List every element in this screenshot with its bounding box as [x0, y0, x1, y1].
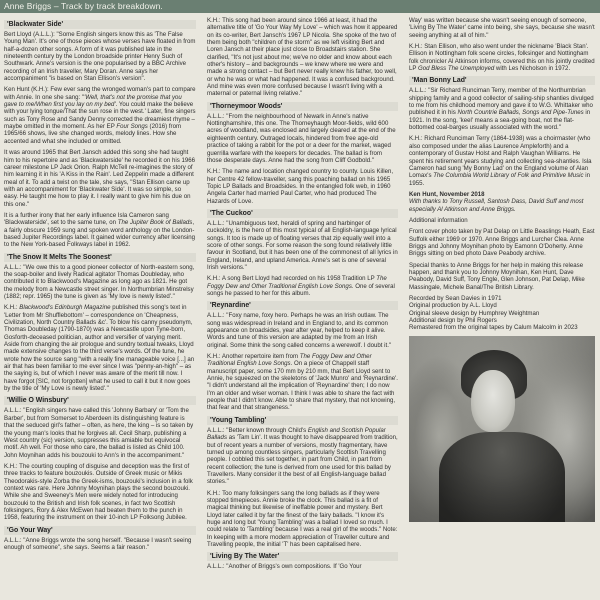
section-title: 'Go Your Way' [4, 526, 196, 535]
text: A.L.L.: "Better known through Child's [207, 426, 308, 434]
credits-list: Recorded by Sean Davies in 1971 Original production by A.L. Lloyd Original sleeve design by Humphrey Weightman Additional design by Phil Rogers Remastered from the original tapes by Calum Malcolm in 2023 [409, 295, 578, 332]
section-title: 'Young Tambling' [207, 416, 398, 425]
paragraph: K.H.: This song had been around since 1966 at least, it had the alternative title of 'Go Your Way My Love' – which was how it appeared on its co-writer, Bert Jansch's 1967 LP Nicola. She spoke of the two of them being both "children of the storm" as we left visiting Bert and Loren Jansch at their place just close to Broadstairs station. She clarified, "It's not just about me; we've no older and know about each other's history – and backgrounds – we knew where we were and made a strong contact – but Bert never really knew his father, too well, or who he was or what had happened. It was a confused background. And mine was even more confused because I wasn't living with a maternal or paternal living relative." [207, 17, 398, 98]
paragraph: A.L.L.: "Another of Briggs's own compositions. If 'Go Your [207, 563, 362, 571]
paragraph: Bert Lloyd (A.L.L.): "Some English singers know this as 'The False Young Man'. It's one of those pieces whose verses have floated in from half-a-dozen other songs. A form of it was published late in the nineteenth century by the London broadside printer Henry Such of Southwark. Anne's version is the one popularised by a BBC Archive recording of an Irish traveller, Mary Doran. Anne says her accompaniment "is based on Stan Ellison's version". [4, 31, 196, 83]
paragraph: A.L.L.: "Anne Briggs wrote the song herself. "Because I wasn't seeing enough of someone", she says. Seems a fair reason." [4, 536, 192, 551]
album-title: God Bless The Unemployed [418, 65, 495, 73]
text: Ken Hunt (K.H.): Few ever sang the wronged woman's part to compare with Annie. In one she sang: " [4, 86, 196, 101]
paragraph [409, 43, 595, 72]
column-3 [409, 17, 595, 597]
paragraph: Special thanks to Anne Briggs for her help in making this release happen, and thank you to Johnny Moynihan, Ken Hunt, Dave Peabody, David Suff, Tony Engle, Glen Johnson, Pat Delap, Mike Massingale, Michele Banal/The British Library. [409, 261, 585, 291]
paragraph: Way' was written because she wasn't seeing enough of someone, 'Living By The Water' came into being, she says, because she wasn't seeing anything at all of him." [409, 17, 595, 39]
album-title: The Jupiter Book of Ballads [117, 219, 193, 227]
paragraph: A.L.L.: "English singers have called this 'Johnny Barbary' or 'Tom the Barber', but from Somerset to Aberdeen its distinguishing feature is that the seduced girl's father – often, as here, the king – is so taken by the young man's looks that he forgives all. Cecil Sharp, publishing a West country (sic) version, suppresses this amiable but equivocal motif. Ah well. For those who care, the ballad is listed as Child 100. John Moynihan adds his bouzouki to Ann's in the accompaniment." [4, 407, 194, 459]
ep-title: Four Songs [116, 123, 148, 131]
paragraph: A.L.L.: "Foxy name, foxy hero. Perhaps he was an Irish outlaw. The song was widespread in Ireland and in England to, and its common appearance on broadsides, year after year, helped to keep it alive. Words and tune of this version are adapted by me from an Irish original. Some think the song called concerns a werewolf. I doubt it." [207, 312, 392, 349]
section-title: 'Living By The Water' [207, 552, 398, 561]
header-bar [0, 0, 600, 13]
magazine-title: Blackwood's Edinburgh Magazine [19, 304, 111, 312]
text: published this song's text in 'Letter from Mr Shufflebottom' – correspondence on 'Cheapness, Civilization, North Country Ballads &c'. To blow his canny pseudonym, Thomas Doubleday (1790-1870) was a Newcastle upon Tyne-born, Gosforth-deceased politician, author and versifier of varying merit. Aside from changing the air prologue and sundry textual tweaks, Lloyd made extensive changes to the third verse's words. Of the tune, he wrote how the source sang "with a really fine manageable voice [...] an air that has been familiar to me ever since I was "penny-an-high" – as the saying is, but of which I never was aware of the merit till now. I have forgot [SIC, not forgotten] what he used to call it but it now goes by the title of 'My Love is newly listed'." [4, 304, 195, 393]
book-title: North Countrie Ballads, Songs and Pipe-Tunes [457, 109, 584, 117]
text: . On a piece of Chappell staff manuscript paper, some 170 mm by 210 mm, that Bert Lloyd sent to Annie, he squeezed on the skeletons of 'Jack Munro' and 'Reynardine'. "I didn't understand all the implication of 'Reynardine' then; I do now I'm an older and wiser woman. I think I was able to share the fact with people that I didn't know. Able to share that mystery, that not knowing, that fear and that strangeness." [207, 360, 398, 412]
text: in 1921. In the song, 'keel' means a sea-going boat, not the flat-bottomed coal-barges usually associated with the word." [409, 109, 591, 132]
paragraph: A.L.L.: "From the neighbourhood of Newark in Anne's native Nottinghamshire, this one. The Thorneyhaugh Moor-fields, wild 600 acres of woodland, was enclosed and largely cleared at the end of the eighteenth century. Outraged locals, hindered from free age-old practice of taking a rabbit for the pot or a deer for the market, waged guerrilla warfare with the keepers for decades. The ballad is from those desperate days. Anne had the song from Cliff Godbold." [207, 112, 396, 164]
paragraph: It was around 1965 that Bert Jansch added this song she had taught him to his repertoire and as 'Blackwaterside' he recorded it on his 1966 career milestone LP Jack Orion. Ralph McTell re-imagines the story of him learning it in his 'A Kiss in the Rain'. Led Zeppelin made a different meal of it. To add a twist on the tale, she says, "Stan Ellison came up with an accompaniment for 'Blackwater Side'. It was so simple, so easy. He taught me how to play it. I really want to give him his due on this one." [4, 149, 195, 208]
section-title: 'Man Bonny Lad' [409, 76, 595, 85]
quote-text: 'Well, that's not the promise that you gave to me/When first you lay on my bed' [4, 93, 182, 109]
section-title: 'Blackwater Side' [4, 20, 196, 29]
section-title: 'The Snow It Melts The Soonest' [4, 253, 196, 262]
column-2 [207, 17, 398, 597]
text: . One of several songs he passed to her for this album. [207, 282, 395, 297]
paragraph [4, 304, 196, 392]
album-title: The Columbia World Library of Folk and Primitive Music [433, 172, 584, 180]
text: , a fairly obscure 1959 sung and spoken word anthology on the London-based Jupiter Recordings label. It gained wider currency after licensing to the New York-based Folkways label in 1962. [4, 219, 196, 249]
paragraph: A.L.L.: "We owe this to a good pioneer collector of North-eastern song, the soap-boiler and lively Radical agitator Thomas Doubleday, who contributed it to Blackwood's Magazine as long ago as 1821. He got the melody from a Newcastle street singer. In Northumbrian Minstrelsy (1882; repr. 1965) the tune is given as 'My love is newly listed'." [4, 263, 195, 300]
paragraph [4, 86, 196, 145]
text: It is a further irony that her early influence Isla Cameron sang 'Blackwaterside', set to the same tune, on [4, 211, 169, 227]
paragraph: Front cover photo taken by Pat Delap on Little Beaslings Heath, East Suffolk either 1969 or 1970. Anne Briggs and Lurcher Clea. Anne Briggs and Johnny Moynihan photo by Eamonn O'Doherty. Anne Briggs sitting on bed photo Dave Peabody archive. [409, 228, 595, 258]
text: K.H.: Another repertoire item from [207, 353, 300, 361]
section-title: 'The Cuckoo' [207, 209, 398, 218]
additional-info-heading: Additional information [409, 216, 468, 224]
column-1 [4, 17, 196, 597]
text: . You could make the believe with your lying tongue/That the sun rose in the west.' Later, fine singers such as Tony Rose and Sandy Denny corrected the dreamiest rhyme – maybe omitted in the moment. As her EP [4, 101, 196, 131]
text: as 'Tam Lin'. It was thought to have disappeared from tradition, but of recent years a number of versions, mostly fragmentary, have turned up among countless singers, particularly Scottish Travelling people. I cobbled this set together, in part from Child, in part from recent collection; the tune is derived from one used for this ballad by Travellers. Many consider it the best of all English-language ballad stories." [207, 434, 398, 486]
paragraph [207, 275, 398, 297]
paragraph: A.L.L.: "Unambiguous text, heraldi of spring and harbinger of cuckoldry, is the hero of this most typical of all English-language lyrical songs. It too is made up of floating verses that zip equally well into a score of other songs. For some reason the song found relatively little favour in Scotland, but it has been one of the commonest of all lyrics in England, Ireland, and upland America. Anne's set is one of several Irish versions." [207, 219, 398, 271]
section-title: 'Willie O Winsbury' [4, 396, 196, 405]
text: (2016) from 1965/66 shows, live she changed words, melody lines. How she accented and what she included or omitted. [4, 123, 182, 145]
text: A.L.L.: "Sir Richard Runciman Terry, member of the Northumbrian shipping family and a good collector of sailing-ship shanties divulged to me from his childhood memory and gave it to W.G. Whittaker who published it in his [409, 87, 594, 117]
text: K.H.: Stan Ellison, who also went under the nickname 'Black Stan'. Ellison in Nottingham folk scene circles, folksinger and Nottingham folk chronicler Al Atkinson informs, covered this on his jointly credited LP [409, 43, 595, 73]
paragraph [409, 87, 595, 131]
text: with Les Nicholson in 1972. [494, 65, 571, 73]
paragraph [207, 427, 398, 486]
paragraph: K.H.: The name and location changed country to county. Louis Killen, her Centre 42 fellow-traveller, sang this poaching ballad on his 1965 Topic LP Ballads and Broadsides. In the entangled folk web, in 1960 Angela Carter had married Paul Carter, who had produced The Hazards of Love. [207, 168, 394, 205]
page-title: Anne Briggs – Track by track breakdown. [4, 1, 163, 11]
thanks-note: With thanks to Tony Russell, Santosh Dass, David Suff and most especially Al Atkinson and Anne Briggs. [409, 198, 584, 213]
section-title: 'Reynardine' [207, 301, 398, 310]
album-title: The Foggy Dew and Other Traditional English Love Songs [207, 353, 372, 368]
paragraph [4, 212, 196, 249]
paragraph: K.H.: The courting coupling of disguise and deception was the first of three tracks to feature bouzoukis. Outside of Greek music or Mikis Theodorakis-style Zorba the Greek-isms, bouzouki's inclusion in a folk context was rare. Here Johnny Moynihan plays the second bouzouki. While she and Sweeney's Men were widely noted for introducing bouzouki to the British and Irish folk scenes, in fact two Scottish folksingers, Rory & Alex McEwen had beaten them to the punch in 1958, featuring the instrument on their 10-inch LP Folksong Jubilee. [4, 462, 193, 522]
paragraph [207, 353, 398, 412]
text: K.H.: [4, 304, 20, 312]
text: in 1955. [409, 172, 590, 187]
text: K.H.: A song Bert Lloyd had recorded on his 1958 Tradition LP [207, 275, 377, 283]
album-title: The Foggy Dew and Other Traditional English Love Songs [207, 275, 387, 290]
photo-vignette [409, 336, 595, 522]
text: K.H.: Richard Runciman Terry (1864-1938) was a choirmaster (who also composed under the alias Laurence Ampleforth) and a contemporary of Gustav Holst and Ralph Vaughan Williams. He spent his retirement years studying and collecting sea-shanties. Isla Cameron had sung 'My Bonny Lad' on the England volume of Alan Lomax's [409, 135, 592, 180]
anne-briggs-photo [409, 336, 595, 522]
paragraph [409, 135, 595, 186]
author-signature: Ken Hunt, November 2018 [409, 190, 485, 198]
section-title: 'Thorneymoor Woods' [207, 102, 398, 111]
book-title: English and Scottish Popular Ballads [207, 426, 386, 442]
paragraph: K.H.: Too many folksingers sang the long ballads as if they were stopped timepieces. Annie broke the clock. This ballad is a fit of magical thinking but likewise of ineffable power and mystery. Bert Lloyd later called it by far the finest of the fairy ballads. "I know it's huge and long but 'Young Tambling' was a ballad I loved so much. I could relate to 'Tambling' because I was a real girl of the woods." Note: In keeping with a more modern appreciation of Traveller culture and Travelling people, the initial 'T' has been capitalised here. [207, 489, 398, 548]
